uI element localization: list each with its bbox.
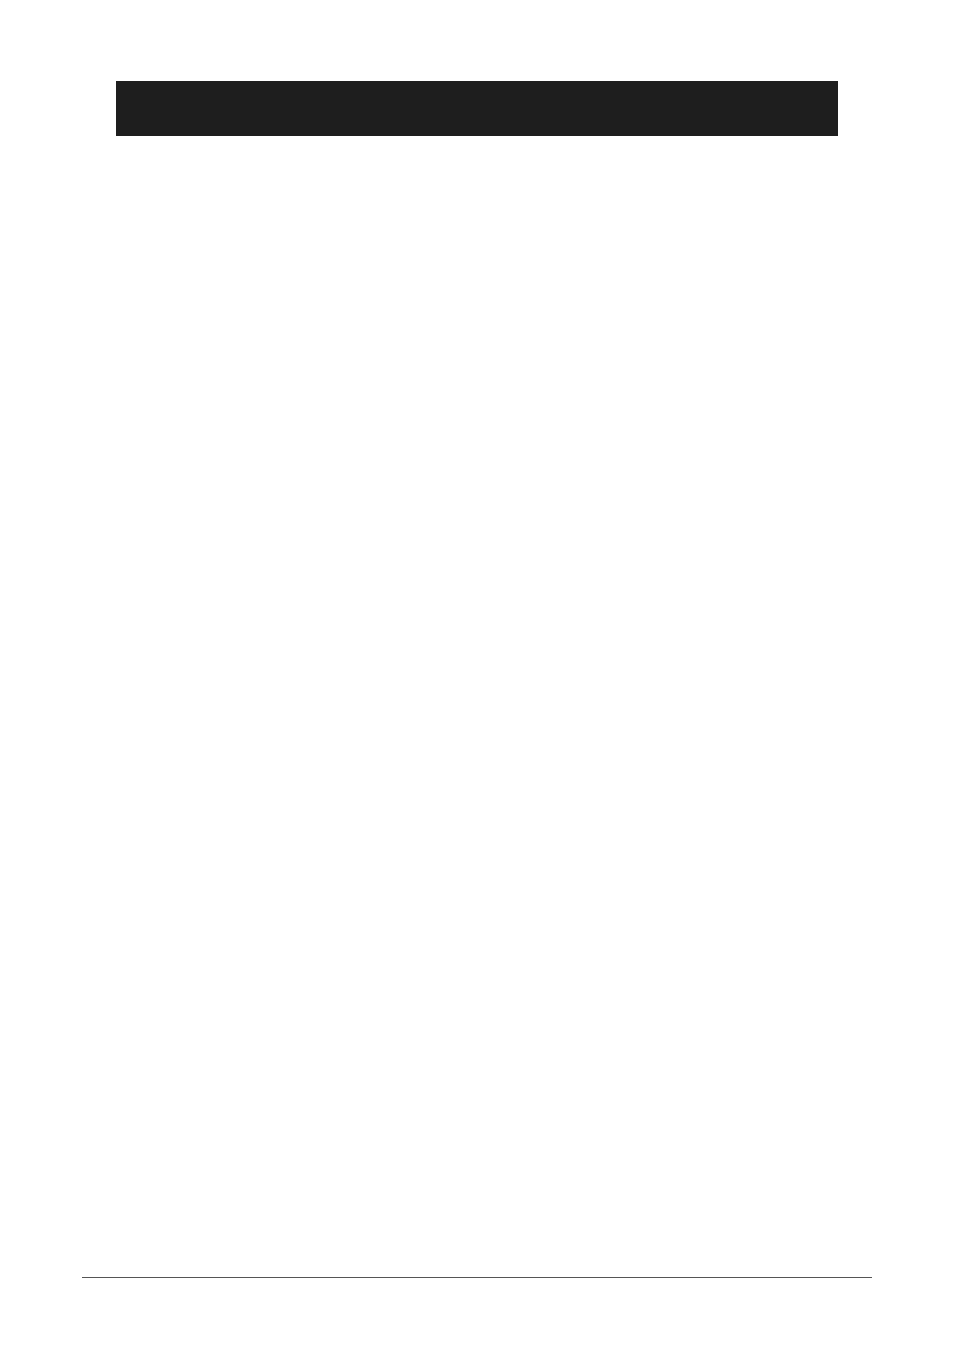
footer-divider bbox=[82, 1277, 872, 1278]
index-title-banner bbox=[116, 81, 838, 136]
